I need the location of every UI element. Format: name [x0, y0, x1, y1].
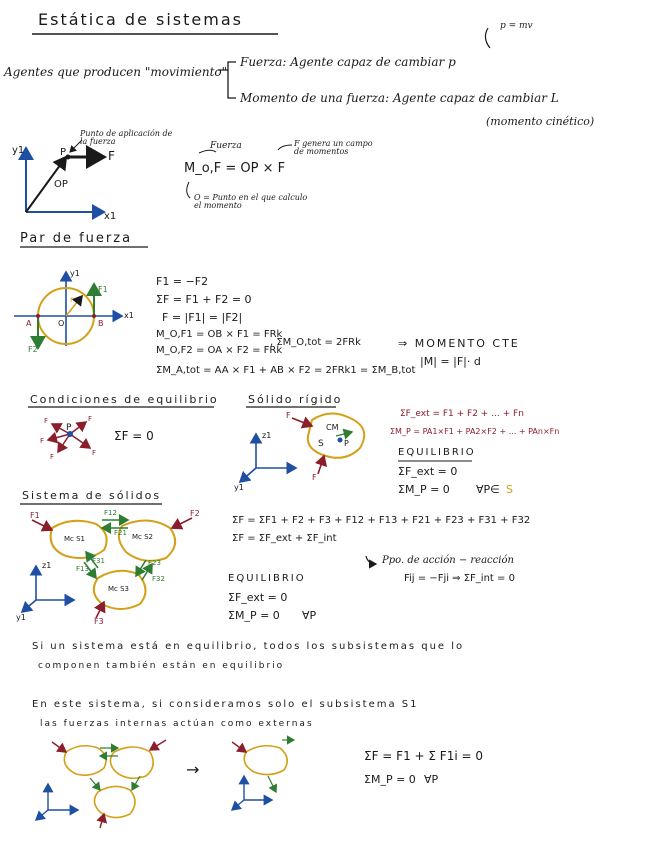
- equilibrio-sum: ΣF = 0: [114, 429, 154, 443]
- text2-line1: En este sistema, si consideramos solo el subsistema S1: [32, 699, 419, 710]
- bottom-eq1: ΣF = F1 + Σ F1i = 0: [364, 749, 483, 763]
- sistema-f2: F2: [190, 509, 200, 518]
- equilibrio-heading: Condiciones de equilibrio: [30, 393, 219, 406]
- point-o-label: O: [58, 319, 65, 328]
- par-eq2: ΣF = F1 + F2 = 0: [156, 293, 252, 306]
- sistema-f-int: F13: [76, 565, 89, 573]
- axis-y-label: y1: [12, 145, 25, 156]
- campo-note: F genera un campo de momentos: [294, 139, 373, 156]
- sistema-eq-b: ΣM_P = 0: [228, 609, 280, 622]
- solido-f-bottom: F: [312, 473, 317, 482]
- sistema-z: z1: [42, 561, 52, 570]
- sistema-mcs1: Mc S1: [64, 535, 86, 543]
- par-diagram: [14, 269, 122, 348]
- par-eq3: F = |F1| = |F2|: [162, 311, 243, 324]
- solido-eq-b-tail: ∀P∈: [476, 483, 500, 496]
- sistema-f3: F3: [94, 617, 104, 626]
- par-eq5: M_O,F2 = OA × F2 = FRk: [156, 345, 283, 356]
- text1-line2: componen también están en equilibrio: [38, 661, 285, 671]
- sistema-mcs3: Mc S3: [108, 585, 130, 593]
- axis-x-label: x1: [104, 211, 117, 222]
- text1-line1: Si un sistema está en equilibrio, todos los subsistemas que lo: [32, 641, 465, 652]
- sistema-f-int: F12: [104, 509, 117, 517]
- sistema-eq-b-tail: ∀P: [302, 609, 317, 622]
- solido-eq-b-s: S: [506, 483, 513, 496]
- sistema-eq-a: ΣF_ext = 0: [228, 591, 288, 604]
- subsystem-arrow: →: [186, 760, 200, 779]
- par-heading: Par de fuerza: [20, 231, 133, 246]
- op-vector-label: OP: [54, 179, 68, 190]
- solido-eq-title: EQUILIBRIO: [398, 447, 476, 458]
- radius-label: r: [70, 295, 74, 304]
- eq-f-label: F: [88, 415, 93, 423]
- text2-line2: las fuerzas internas actúan como externas: [40, 719, 314, 729]
- sistema-heading: Sistema de sólidos: [22, 489, 162, 502]
- sistema-eq-title: EQUILIBRIO: [228, 573, 306, 584]
- sistema-ppo-eq: Fij = −Fji ⇒ ΣF_int = 0: [404, 573, 515, 584]
- fuerza-label: Fuerza: [210, 141, 242, 151]
- sistema-f1: F1: [30, 511, 40, 520]
- solido-eq2: ΣM_P = PA1×F1 + PA2×F2 + ... + PAn×Fn: [390, 427, 560, 436]
- sistema-f-int: F21: [114, 529, 127, 537]
- bottom-eq2-tail: ∀P: [424, 773, 439, 786]
- eq-f-label: F: [40, 437, 45, 445]
- solido-s: S: [318, 439, 324, 449]
- bottom-eq2: ΣM_P = 0: [364, 773, 416, 786]
- page-title: Estática de sistemas: [38, 10, 243, 29]
- sistema-eq1: ΣF = ΣF1 + F2 + F3 + F12 + F13 + F21 + F23 + F31 + F32: [232, 515, 531, 526]
- par-x-label: x1: [124, 311, 134, 320]
- solido-eq-a: ΣF_ext = 0: [398, 465, 458, 478]
- momento-definition: Momento de una fuerza: Agente capaz de cambiar L: [240, 91, 559, 105]
- par-eq5b: , ΣM_O,tot = 2FRk: [270, 337, 361, 348]
- par-eq4: M_O,F1 = OB × F1 = FRk: [156, 329, 283, 340]
- sistema-f-int: F31: [92, 557, 105, 565]
- momento-cinetico: (momento cinético): [486, 115, 595, 128]
- sistema-mcs2: Mc S2: [132, 533, 154, 541]
- par-eq6: ΣM_A,tot = AA × F1 + AB × F2 = 2FRk1 = ΣM_B,tot: [156, 365, 416, 376]
- sistema-f-int: F23: [148, 559, 161, 567]
- bottom-system-diagram: [36, 740, 166, 828]
- bottom-subsystem-diagram: [232, 740, 294, 810]
- equilibrio-p-label: P: [66, 423, 72, 433]
- par-y-label: y1: [70, 269, 80, 278]
- momento-cte: ⇒ MOMENTO CTE: [398, 337, 520, 350]
- solido-p: P: [344, 439, 349, 448]
- solido-z: z1: [262, 431, 272, 440]
- momento-magnitude: |M| = |F|· d: [420, 355, 481, 368]
- force-f-label: F: [108, 149, 115, 163]
- moment-formula: M_o,F = OP × F: [184, 161, 286, 176]
- point-p-label: P: [60, 147, 67, 158]
- sistema-y: y1: [16, 613, 26, 622]
- solido-eq1: ΣF_ext = F1 + F2 + ... + Fn: [400, 409, 524, 419]
- momentum-formula: p = mv: [500, 21, 533, 31]
- sistema-eq2: ΣF = ΣF_ext + ΣF_int: [232, 533, 337, 544]
- solido-heading: Sólido rígido: [248, 393, 343, 406]
- solido-cm: CM: [326, 423, 339, 432]
- f1-label: F1: [98, 285, 108, 294]
- agents-label: Agentes que producen "movimiento": [4, 65, 228, 79]
- sistema-f-int: F32: [152, 575, 165, 583]
- eq-f-label: F: [92, 449, 97, 457]
- origin-note: O = Punto en el que calculo el momento: [194, 193, 308, 210]
- sistema-ppo: Ppo. de acción − reacción: [382, 555, 514, 566]
- solido-f-top: F: [286, 411, 291, 420]
- solido-y: y1: [234, 483, 244, 492]
- eq-f-label: F: [44, 417, 49, 425]
- f2-label: F2: [28, 345, 38, 354]
- point-a-label: A: [26, 319, 32, 328]
- point-b-label: B: [98, 319, 104, 328]
- fuerza-definition: Fuerza: Agente capaz de cambiar p: [240, 55, 456, 69]
- punto-aplicacion-note: Punto de aplicación de la fuerza: [80, 129, 173, 146]
- par-eq1: F1 = −F2: [156, 275, 209, 288]
- eq-f-label: F: [50, 453, 55, 461]
- solido-eq-b: ΣM_P = 0: [398, 483, 450, 496]
